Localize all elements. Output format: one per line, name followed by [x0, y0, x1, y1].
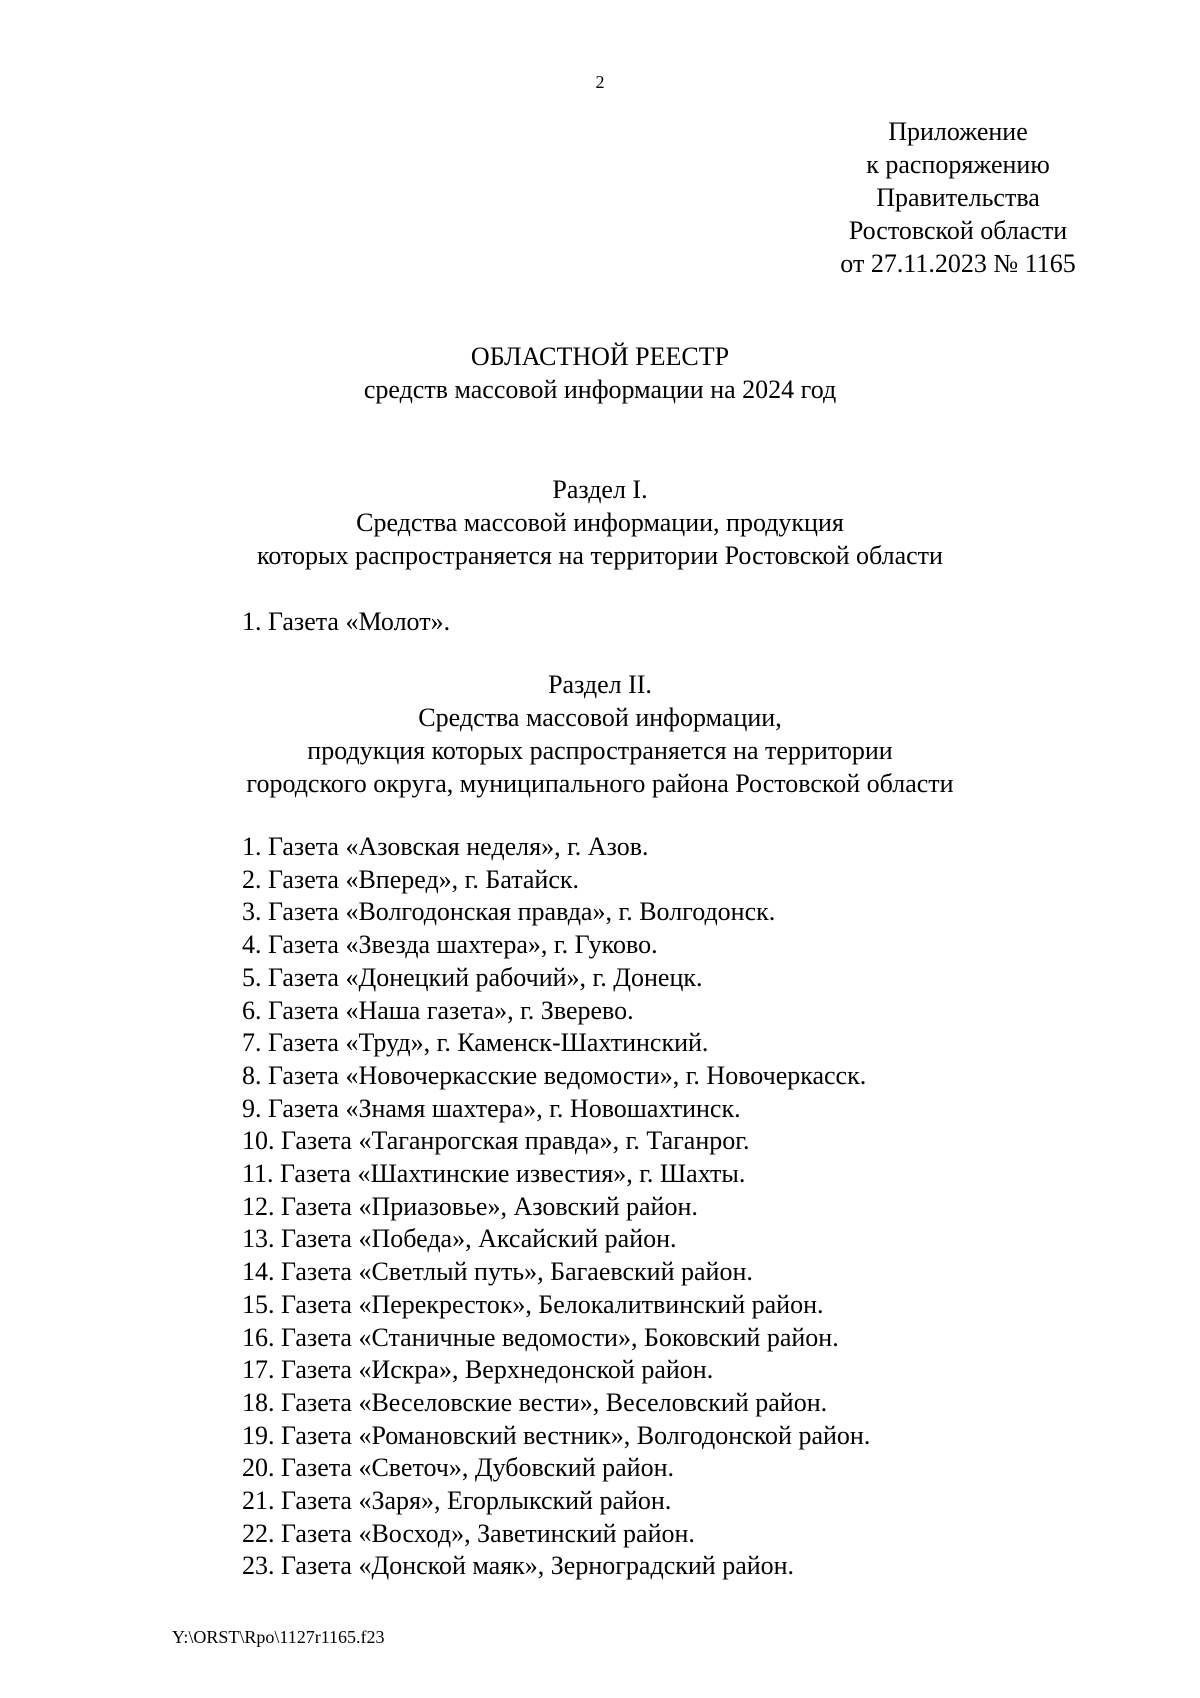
appendix-line: к распоряжению: [866, 150, 1050, 179]
list-item: 8. Газета «Новочеркасские ведомости», г. Новочеркасск.: [242, 1060, 867, 1090]
list-item: 7. Газета «Труд», г. Каменск-Шахтинский.: [242, 1028, 709, 1058]
section-1-subtitle-line: Средства массовой информации, продукция: [356, 508, 844, 537]
list-item: 9. Газета «Знамя шахтера», г. Новошахтинск.: [242, 1093, 741, 1123]
footer-file-path: Y:\ORST\Rpo\1127r1165.f23: [172, 1627, 385, 1647]
list-item: 22. Газета «Восход», Заветинский район.: [242, 1518, 695, 1548]
appendix-line: Ростовской области: [848, 216, 1068, 245]
section-1-subtitle-line: которых распространяется на территории Ростовской области: [257, 541, 943, 570]
list-item: 4. Газета «Звезда шахтера», г. Гуково.: [242, 930, 658, 960]
section-2-subtitle-line: городского округа, муниципального района Ростовской области: [246, 769, 954, 798]
list-item: 21. Газета «Заря», Егорлыкский район.: [242, 1486, 672, 1516]
list-item: 10. Газета «Таганрогская правда», г. Таганрог.: [242, 1126, 750, 1156]
list-item: 17. Газета «Искра», Верхнедонской район.: [242, 1355, 714, 1385]
section-2-subtitle-line: Средства массовой информации,: [418, 703, 782, 732]
list-item: 19. Газета «Романовский вестник», Волгодонской район.: [242, 1420, 871, 1450]
list-item: 12. Газета «Приазовье», Азовский район.: [242, 1191, 698, 1221]
appendix-line: Правительства: [876, 183, 1040, 212]
list-item: 13. Газета «Победа», Аксайский район.: [242, 1224, 677, 1254]
list-item: 20. Газета «Светоч», Дубовский район.: [242, 1453, 674, 1483]
title-main: ОБЛАСТНОЙ РЕЕСТР: [470, 342, 730, 371]
section-2-header: [0, 668, 1200, 800]
section-2-heading: Раздел II.: [548, 670, 652, 699]
list-item: 1. Газета «Азовская неделя», г. Азов.: [242, 832, 649, 861]
appendix-line: от 27.11.2023 № 1165: [840, 249, 1076, 278]
section-2-list: [242, 831, 870, 1583]
list-item: 2. Газета «Вперед», г. Батайск.: [242, 864, 580, 894]
list-item: 23. Газета «Донской маяк», Зерноградский район.: [242, 1551, 795, 1581]
section-2-subtitle-line: продукция которых распространяется на территории: [307, 736, 893, 765]
list-item: 15. Газета «Перекресток», Белокалитвинский район.: [242, 1289, 824, 1319]
appendix-header: [818, 115, 1098, 280]
list-item: 16. Газета «Станичные ведомости», Боковский район.: [242, 1322, 839, 1352]
appendix-line: Приложение: [888, 117, 1028, 146]
section-1-item: 1. Газета «Молот».: [242, 607, 451, 636]
list-item: 6. Газета «Наша газета», г. Зверево.: [242, 995, 634, 1025]
page-number: 2: [595, 72, 605, 92]
list-item: 3. Газета «Волгодонская правда», г. Волгодонск.: [242, 897, 776, 927]
section-1-heading: Раздел I.: [552, 475, 648, 504]
title-subtitle: средств массовой информации на 2024 год: [363, 375, 837, 404]
document-title: [0, 340, 1200, 406]
list-item: 5. Газета «Донецкий рабочий», г. Донецк.: [242, 962, 703, 992]
list-item: 14. Газета «Светлый путь», Багаевский район.: [242, 1257, 753, 1287]
list-item: 11. Газета «Шахтинские известия», г. Шахты.: [242, 1159, 746, 1189]
section-1-header: [0, 473, 1200, 572]
list-item: 18. Газета «Веселовские вести», Веселовский район.: [242, 1387, 828, 1417]
